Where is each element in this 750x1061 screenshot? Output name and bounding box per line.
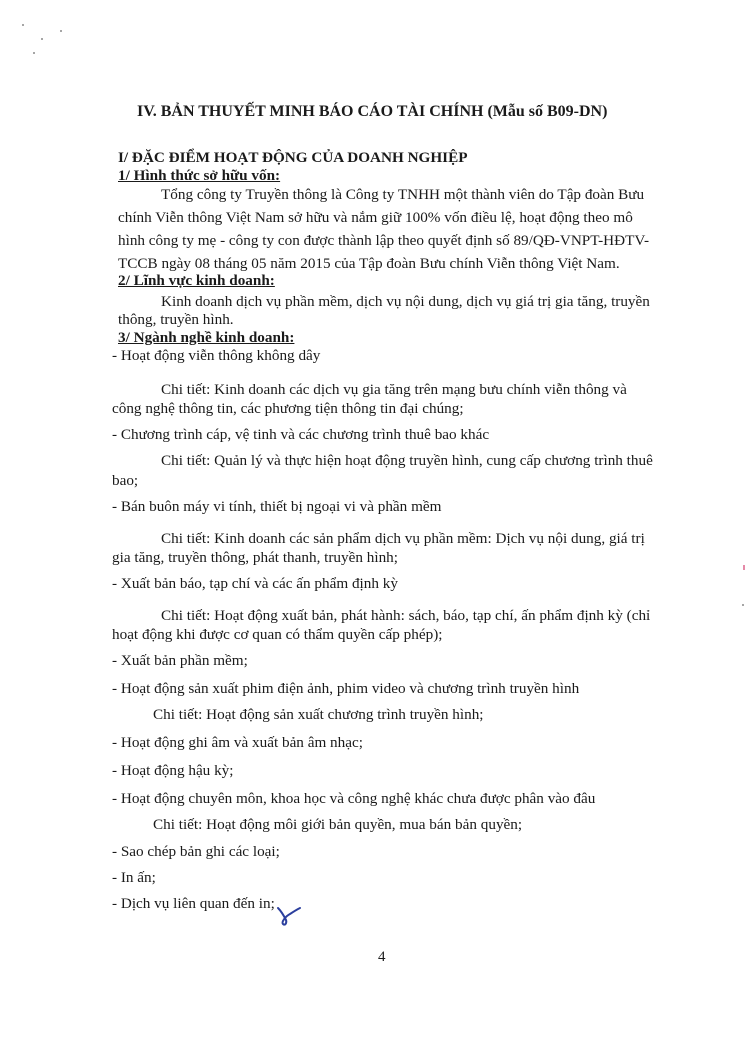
handwritten-initial-icon (274, 904, 304, 930)
scan-mark (743, 565, 745, 570)
subsection-heading: 2/ Lĩnh vực kinh doanh: (118, 272, 275, 289)
list-item: - Xuất bản phần mềm; (112, 652, 248, 669)
scan-speck (22, 24, 24, 26)
scan-speck (33, 52, 35, 54)
list-detail: Chi tiết: Kinh doanh các dịch vụ gia tăng trên mạng bưu chính viễn thông và (161, 381, 627, 398)
subsection-heading: 3/ Ngành nghề kinh doanh: (118, 329, 295, 346)
list-detail: Chi tiết: Hoạt động xuất bản, phát hành: sách, báo, tạp chí, ấn phẩm định kỳ (chỉ (161, 607, 651, 624)
list-item: - Dịch vụ liên quan đến in; (112, 895, 275, 912)
paragraph-line: Kinh doanh dịch vụ phần mềm, dịch vụ nội dung, dịch vụ giá trị gia tăng, truyền (161, 293, 650, 310)
list-item: - Bán buôn máy vi tính, thiết bị ngoại vi và phần mềm (112, 498, 442, 515)
paragraph-line: TCCB ngày 08 tháng 05 năm 2015 của Tập đoàn Bưu chính Viễn thông Việt Nam. (118, 255, 620, 272)
paragraph-line: hình công ty mẹ - công ty con được thành lập theo quyết định số 89/QĐ-VNPT-HĐTV- (118, 232, 650, 249)
list-detail: hoạt động khi được cơ quan có thẩm quyền cấp phép); (112, 626, 443, 643)
list-item: - Hoạt động sản xuất phim điện ảnh, phim video và chương trình truyền hình (112, 680, 580, 697)
scan-speck (742, 604, 744, 606)
list-item: - Chương trình cáp, vệ tinh và các chương trình thuê bao khác (112, 426, 490, 443)
list-item: - Hoạt động ghi âm và xuất bản âm nhạc; (112, 734, 363, 751)
list-item: - Hoạt động chuyên môn, khoa học và công nghệ khác chưa được phân vào đâu (112, 790, 596, 807)
paragraph-line: chính Viễn thông Việt Nam sở hữu và nắm giữ 100% vốn điều lệ, hoạt động theo mô (118, 209, 633, 226)
paragraph-line: Tổng công ty Truyền thông là Công ty TNHH một thành viên do Tập đoàn Bưu (161, 186, 645, 203)
list-detail: Chi tiết: Kinh doanh các sản phẩm dịch vụ phần mềm: Dịch vụ nội dung, giá trị (161, 530, 645, 547)
list-detail: công nghệ thông tin, các phương tiện thông tin đại chúng; (112, 400, 464, 417)
list-item: - Sao chép bản ghi các loại; (112, 843, 280, 860)
list-item: - Hoạt động hậu kỳ; (112, 762, 234, 779)
list-detail: Chi tiết: Hoạt động môi giới bản quyền, mua bán bản quyền; (153, 816, 523, 833)
paragraph-line: thông, truyền hình. (118, 311, 234, 328)
list-detail: bao; (112, 472, 139, 489)
list-detail: Chi tiết: Quản lý và thực hiện hoạt động truyền hình, cung cấp chương trình thuê (161, 452, 653, 469)
page-number: 4 (378, 949, 386, 965)
list-item: - Hoạt động viễn thông không dây (112, 347, 321, 364)
subsection-heading: 1/ Hình thức sở hữu vốn: (118, 167, 281, 184)
list-detail: gia tăng, truyền thông, phát thanh, truyền hình; (112, 549, 398, 566)
section-heading: I/ ĐẶC ĐIỂM HOẠT ĐỘNG CỦA DOANH NGHIỆP (118, 149, 468, 166)
list-detail: Chi tiết: Hoạt động sản xuất chương trình truyền hình; (153, 706, 484, 723)
list-item: - Xuất bản báo, tạp chí và các ấn phẩm định kỳ (112, 575, 398, 592)
list-item: - In ấn; (112, 869, 156, 886)
scan-speck (41, 38, 43, 40)
scan-speck (60, 30, 62, 32)
document-title: IV. BẢN THUYẾT MINH BÁO CÁO TÀI CHÍNH (Mẫu số B09-DN) (137, 103, 608, 120)
